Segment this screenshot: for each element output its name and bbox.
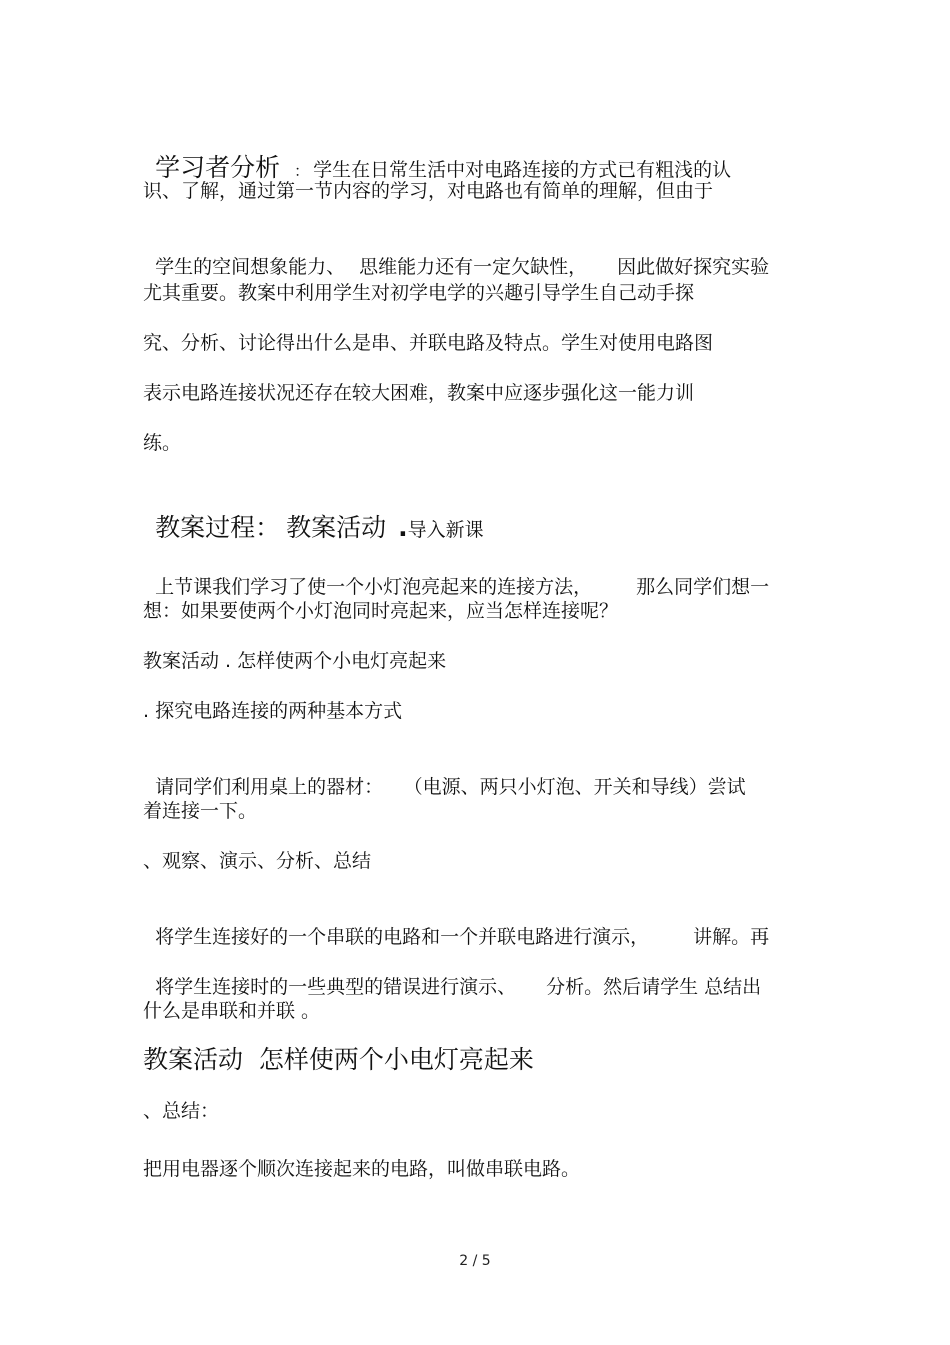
series-circuit-definition: 把用电器逐个顺次连接起来的电路，叫做串联电路。 — [143, 1158, 581, 1180]
ask-text: 请同学们利用桌上的器材： — [155, 776, 384, 798]
activity-label: 教案活动 — [286, 513, 387, 542]
activity-3-title: 教案活动 怎样使两个小电灯亮起来 — [143, 1045, 534, 1074]
intro-line-1 — [143, 548, 769, 600]
demo-text: 分析。然后请学生 总结出 — [546, 976, 762, 998]
activity-subtitle: 导入新课 — [407, 519, 484, 541]
learner-analysis-line-6: 表示电路连接状况还存在较大困难，教案中应逐步强化这一能力训 — [143, 382, 695, 404]
summary-heading: 、总结： — [143, 1100, 220, 1122]
demo-text: 讲解。再 — [693, 926, 770, 948]
intro-line-2: 想：如果要使两个小灯泡同时亮起来，应当怎样连接呢？ — [143, 600, 619, 622]
demo-text: 将学生连接好的一个串联的电路和一个并联电路进行演示， — [155, 926, 650, 948]
demo-line-1 — [143, 898, 769, 950]
learner-text: 思维能力还有一定欠缺性， — [359, 256, 588, 278]
heading-colon: ： — [294, 162, 310, 180]
observe-heading: 、观察、演示、分析、总结 — [143, 850, 372, 872]
process-heading-line — [143, 486, 484, 544]
learner-text: 学生在日常生活中对电路连接的方式已有粗浅的认 — [313, 159, 732, 181]
page-number: 2 / 5 — [459, 1253, 491, 1269]
activity-dot: . — [398, 513, 408, 542]
learner-analysis-line-7: 练。 — [143, 432, 182, 454]
intro-text: 那么同学们想一 — [636, 576, 770, 598]
learner-text: 学生的空间想象能力、 — [155, 256, 346, 278]
activity-2-title: 教案活动 . 怎样使两个小电灯亮起来 — [143, 650, 447, 672]
explore-heading: . 探究电路连接的两种基本方式 — [143, 700, 403, 722]
intro-text: 上节课我们学习了使一个小灯泡亮起来的连接方法， — [155, 576, 593, 598]
demo-text: 将学生连接时的一些典型的错误进行演示、 — [155, 976, 517, 998]
ask-line-2: 着连接一下。 — [143, 800, 258, 822]
demo-line-2 — [143, 948, 761, 1000]
demo-line-3: 什么是串联和并联 。 — [143, 1000, 321, 1022]
learner-analysis-line-5: 究、分析、讨论得出什么是串、并联电路及特点。学生对使用电路图 — [143, 332, 714, 354]
learner-text: 因此做好探究实验 — [617, 256, 770, 278]
ask-line-1 — [143, 748, 746, 800]
learner-analysis-line-2: 识、了解，通过第一节内容的学习，对电路也有简单的理解，但由于 — [143, 180, 714, 202]
learner-analysis-line-1 — [143, 126, 731, 184]
learner-analysis-heading: 学习者分析 — [155, 153, 281, 182]
ask-text: （电源、两只小灯泡、开关和导线）尝试 — [413, 776, 746, 798]
learner-analysis-line-3 — [143, 228, 769, 280]
learner-analysis-line-4: 尤其重要。教案中利用学生对初学电学的兴趣引导学生自己动手探 — [143, 282, 695, 304]
process-heading: 教案过程： — [155, 513, 281, 542]
